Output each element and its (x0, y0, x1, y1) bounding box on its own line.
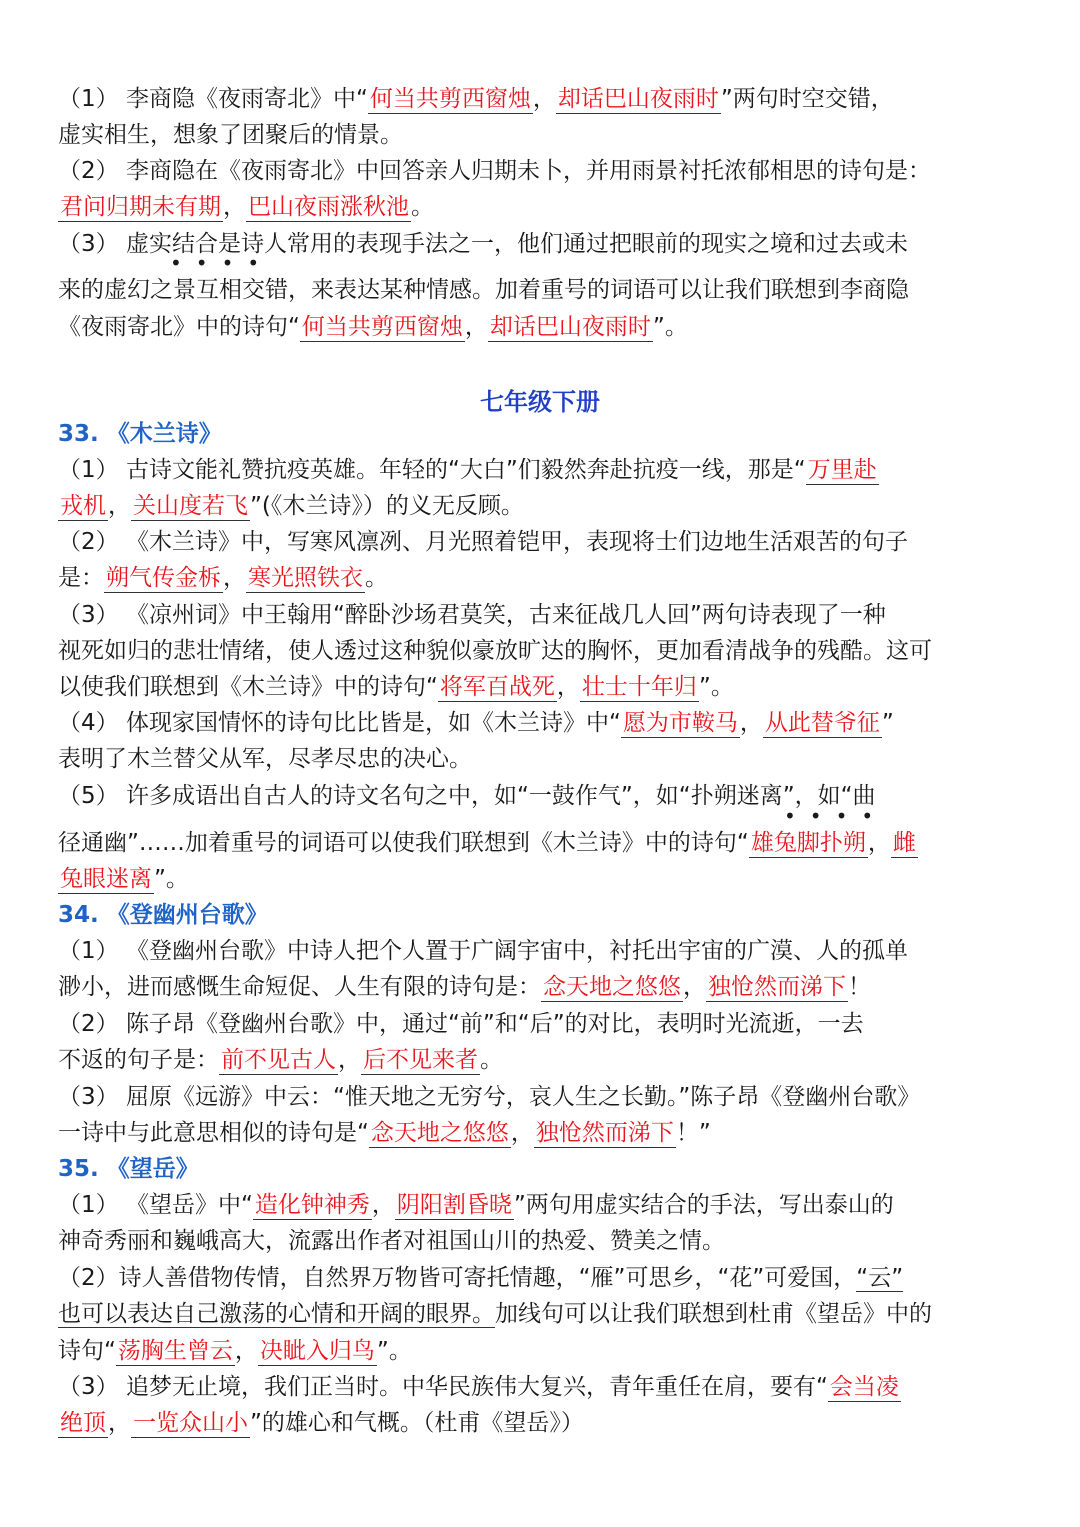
text-line: （5） 许多成语出自古人的诗文名句之中，如“一鼓作气”，如“扑朔迷离”，如“曲 (58, 783, 876, 809)
answer-text: 一览众山小 (133, 1410, 248, 1436)
answer-text: 念天地之悠悠 (370, 1120, 509, 1146)
answer-text: 造化钟神秀 (254, 1192, 370, 1218)
answer-text: 雄兔脚扑朔 (750, 830, 866, 856)
answer-text: 荡胸生曾云 (117, 1338, 233, 1364)
answer-text: 何当共剪西窗烛 (369, 86, 531, 112)
answer-text: 却话巴山夜雨时 (557, 86, 719, 112)
answer-text: 巴山夜雨涨秋池 (248, 194, 409, 220)
section-title: 35. 《望岳》 (58, 1156, 199, 1182)
text-line: 也可以表达自己激荡的心情和开阔的眼界。加线句可以让我们联想到杜甫《望岳》中的 (58, 1301, 932, 1327)
text-line: （1） 《望岳》中“造化钟神秀，阴阳割昏晓”两句用虚实结合的手法，写出泰山的 (58, 1192, 894, 1218)
text-line: （1） 古诗文能礼赞抗疫英雄。年轻的“大白”们毅然奔赴抗疫一线，那是“万里赴 (58, 457, 877, 483)
answer-text: 绝顶 (60, 1410, 106, 1436)
answer-text: 却话巴山夜雨时 (489, 314, 651, 340)
text-line: （2） 《木兰诗》中，写寒风凛冽、月光照着铠甲，表现将士们边地生活艰苦的句子 (58, 529, 908, 555)
grade-heading: 七年级下册 (480, 387, 600, 416)
text-line: （2） 李商隐在《夜雨寄北》中回答亲人归期未卜，并用雨景衬托浓郁相思的诗句是： (58, 158, 931, 184)
answer-text: 兔眼迷离 (60, 866, 152, 892)
answer-text: 会当凌 (829, 1374, 899, 1400)
answer-text: 前不见古人 (221, 1047, 336, 1073)
text-line: （2）诗人善借物传情，自然界万物皆可寄托情趣，“雁”可思乡，“花”可爱国，“云” (58, 1265, 904, 1291)
text-line: 一诗中与此意思相似的诗句是“念天地之悠悠，独怆然而涕下！” (58, 1120, 711, 1146)
answer-text: 戎机 (60, 493, 106, 519)
text-line: （1） 李商隐《夜雨寄北》中“何当共剪西窗烛，却话巴山夜雨时”两句时空交错， (58, 86, 894, 112)
answer-text: 雌 (892, 830, 916, 856)
text-line: （2） 陈子昂《登幽州台歌》中，通过“前”和“后”的对比，表明时光流逝，一去 (58, 1011, 864, 1037)
text-line: 视死如归的悲壮情绪，使人透过这种貌似豪放旷达的胸怀，更加看清战争的残酷。这可 (58, 638, 932, 664)
underlined-sentence: 也可以表达自己激荡的心情和开阔的眼界。 (58, 1301, 495, 1327)
answer-text: 万里赴 (807, 457, 877, 483)
answer-text: 寒光照铁衣 (248, 565, 363, 591)
text-line: 《夜雨寄北》中的诗句“何当共剪西窗烛，却话巴山夜雨时”。 (58, 314, 688, 340)
text-line: 不返的句子是：前不见古人，后不见来者。 (58, 1047, 503, 1073)
answer-text: 后不见来者 (363, 1047, 478, 1073)
answer-text: 君问归期未有期 (60, 194, 221, 220)
text-line: 径通幽”……加着重号的词语可以使我们联想到《木兰诗》中的诗句“雄兔脚扑朔，雌 (58, 830, 916, 856)
text-line: （1） 《登幽州台歌》中诗人把个人置于广阔宇宙中，衬托出宇宙的广漠、人的孤单 (58, 938, 908, 964)
section-title: 34. 《登幽州台歌》 (58, 902, 268, 928)
text-line: 绝顶，一览众山小”的雄心和气概。（杜甫《望岳》） (60, 1410, 584, 1436)
answer-text: 愿为市鞍马 (622, 710, 738, 736)
answer-text: 决眦入归鸟 (259, 1338, 375, 1364)
answer-text: 将军百战死 (439, 674, 555, 700)
text-line: 表明了木兰替父从军，尽孝尽忠的决心。 (58, 746, 472, 772)
text-line: （3） 《凉州词》中王翰用“醉卧沙场君莫笑，古来征战几人回”两句诗表现了一种 (58, 602, 886, 628)
answer-text: 念天地之悠悠 (543, 974, 681, 1000)
answer-text: 朔气传金柝 (106, 565, 221, 591)
answer-text: 从此替爷征 (764, 710, 880, 736)
text-line: 神奇秀丽和巍峨高大，流露出作者对祖国山川的热爱、赞美之情。 (58, 1228, 725, 1254)
text-line: 来的虚幻之景互相交错，来表达某种情感。加着重号的词语可以让我们联想到李商隐 (58, 277, 909, 303)
text-line: 戎机，关山度若飞”(《木兰诗》）的义无反顾。 (60, 493, 524, 519)
text-line: 诗句“荡胸生曾云，决眦入归鸟”。 (58, 1338, 412, 1364)
answer-text: 阴阳割昏晓 (396, 1192, 512, 1218)
emphasis-dots: •••• (170, 251, 274, 275)
emphasis-dots: •••• (784, 804, 888, 828)
answer-text: 壮士十年归 (581, 674, 697, 700)
text-line: 虚实相生，想象了团聚后的情景。 (58, 122, 403, 148)
answer-text: 独怆然而涕下 (535, 1120, 674, 1146)
answer-text: 何当共剪西窗烛 (301, 314, 463, 340)
text-line: 君问归期未有期，巴山夜雨涨秋池。 (60, 194, 434, 220)
text-line: 是：朔气传金柝，寒光照铁衣。 (58, 565, 388, 591)
section-title: 33. 《木兰诗》 (58, 421, 222, 447)
text-line: （4） 体现家国情怀的诗句比比皆是，如《木兰诗》中“愿为市鞍马，从此替爷征” (58, 710, 894, 736)
text-line: （3） 追梦无止境，我们正当时。中华民族伟大复兴，青年重任在肩，要有“会当凌 (58, 1374, 899, 1400)
underlined-sentence: “云” (856, 1265, 904, 1291)
text-line: （3） 屈原《远游》中云：“惟天地之无穷兮，哀人生之长勤。”陈子昂《登幽州台歌》 (58, 1084, 921, 1110)
answer-text: 独怆然而涕下 (708, 974, 846, 1000)
text-line: 兔眼迷离”。 (60, 866, 189, 892)
answer-text: 关山度若飞 (133, 493, 248, 519)
text-line: 渺小，进而感慨生命短促、人生有限的诗句是：念天地之悠悠，独怆然而涕下！ (58, 974, 871, 1000)
text-line: （3） 虚实结合是诗人常用的表现手法之一，他们通过把眼前的现实之境和过去或未 (58, 231, 908, 257)
text-line: 以使我们联想到《木兰诗》中的诗句“将军百战死，壮士十年归”。 (58, 674, 734, 700)
